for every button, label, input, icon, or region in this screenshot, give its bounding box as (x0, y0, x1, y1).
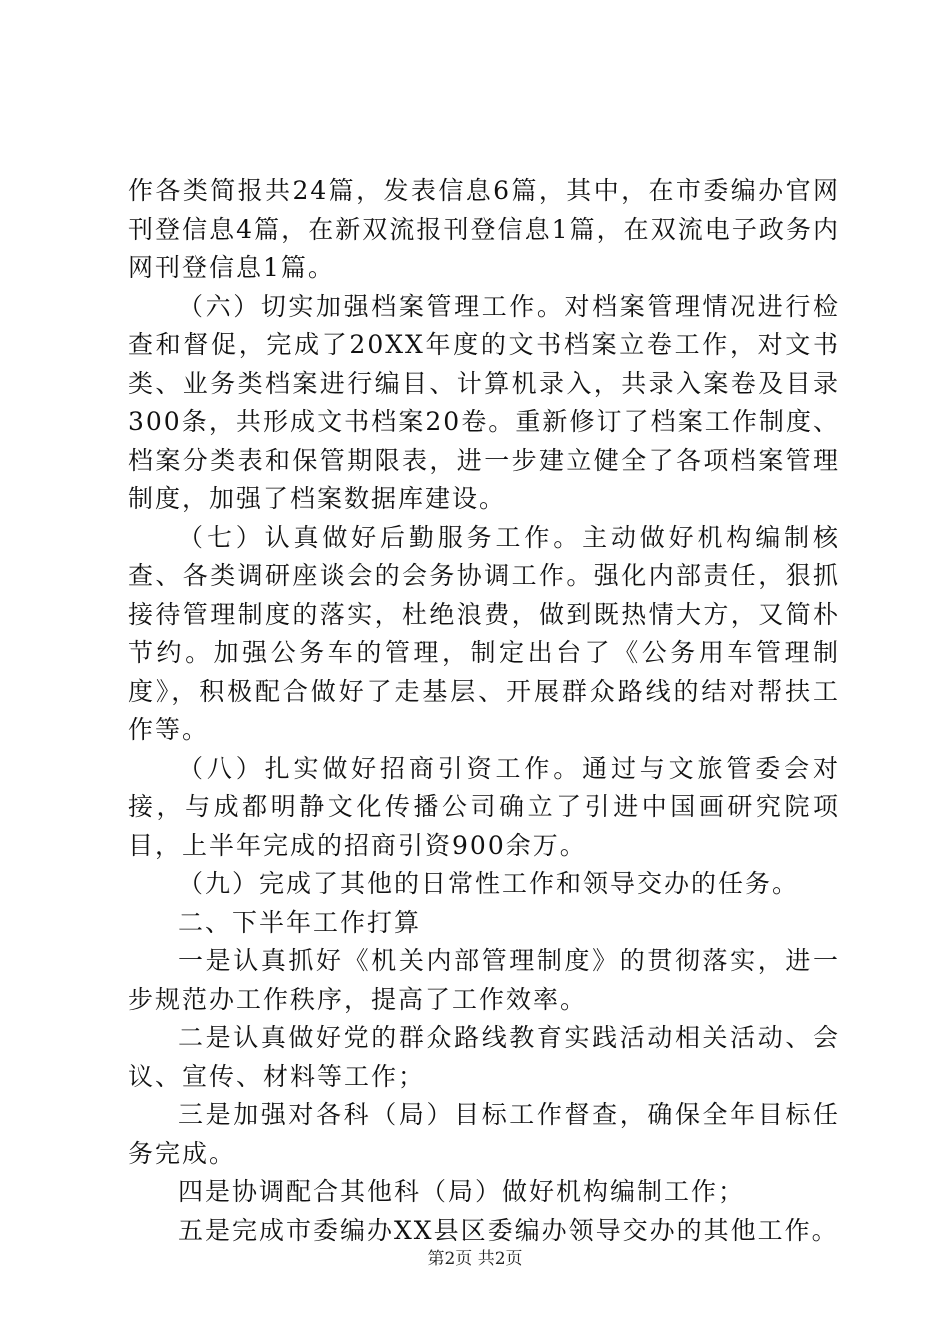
page-footer (0, 1244, 950, 1269)
paragraph-section-6: （六）切实加强档案管理工作。对档案管理情况进行检查和督促，完成了20XX年度的文书档案立卷工作，对文书类、业务类档案进行编目、计算机录入，共录入案卷及目录300条，共形成文书档案20卷。重新修订了档案工作制度、档案分类表和保管期限表，进一步建立健全了各项档案管理制度，加强了档案数据库建设。 (128, 291, 840, 513)
paragraph-section-7: （七）认真做好后勤服务工作。主动做好机构编制核查、各类调研座谈会的会务协调工作。强化内部责任，狠抓接待管理制度的落实，杜绝浪费，做到既热情大方，又简朴节约。加强公务车的管理，制定出台了《公务用车管理制度》，积极配合做好了走基层、开展群众路线的结对帮扶工作等。 (128, 522, 840, 744)
plan-item-1: 一是认真抓好《机关内部管理制度》的贯彻落实，进一步规范办工作秩序，提高了工作效率。 (128, 946, 840, 1014)
paragraph-continuation: 作各类简报共24篇，发表信息6篇，其中，在市委编办官网刊登信息4篇，在新双流报刊登信息1篇，在双流电子政务内网刊登信息1篇。 (128, 176, 840, 282)
document-body (128, 172, 840, 1250)
plan-item-2: 二是认真做好党的群众路线教育实践活动相关活动、会议、宣传、材料等工作； (128, 1023, 840, 1091)
section-heading-plan: 二、下半年工作打算 (178, 907, 422, 937)
plan-item-3: 三是加强对各科（局）目标工作督查，确保全年目标任务完成。 (128, 1100, 840, 1168)
plan-item-4: 四是协调配合其他科（局）做好机构编制工作； (178, 1177, 746, 1206)
paragraph-section-8: （八）扎实做好招商引资工作。通过与文旅管委会对接，与成都明静文化传播公司确立了引进中国画研究院项目，上半年完成的招商引资900余万。 (128, 753, 840, 860)
page-number: 第2页 共2页 (427, 1249, 523, 1269)
paragraph-section-9: （九）完成了其他的日常性工作和领导交办的任务。 (178, 869, 800, 898)
plan-item-5: 五是完成市委编办XX县区委编办领导交办的其他工作。 (178, 1215, 839, 1245)
